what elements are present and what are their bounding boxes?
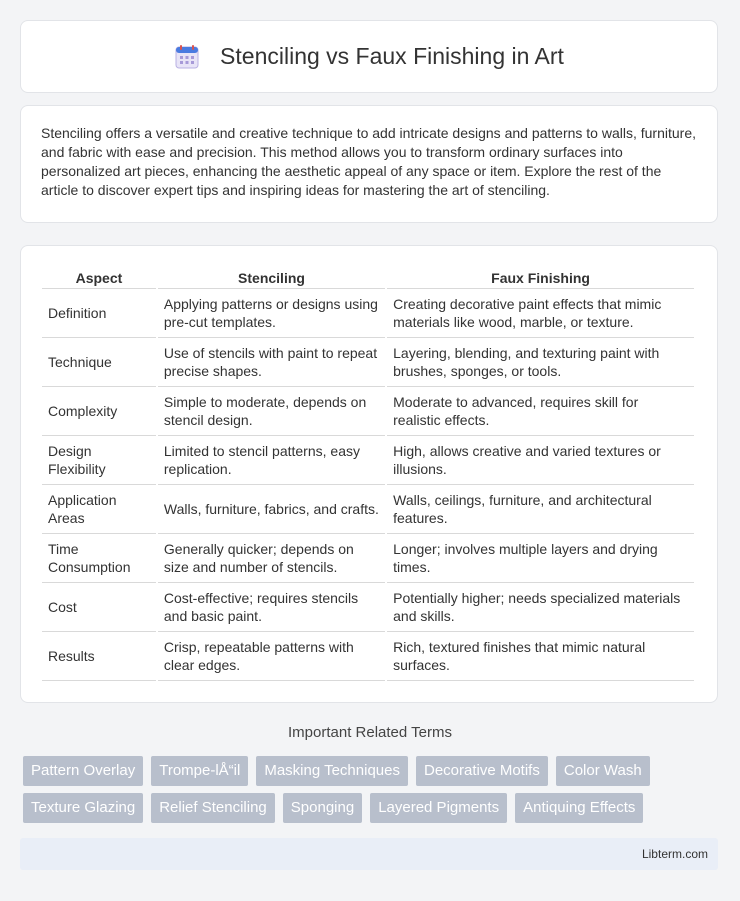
comparison-card <box>20 245 718 703</box>
table-header-row <box>42 264 694 289</box>
stenciling-cell: Applying patterns or designs using pre-cut templates. <box>158 289 385 338</box>
aspect-cell: Technique <box>42 338 156 387</box>
faux-finishing-cell: Potentially higher; needs specialized materials and skills. <box>387 583 694 632</box>
related-term-tag[interactable]: Antiquing Effects <box>515 793 643 823</box>
aspect-cell: Complexity <box>42 387 156 436</box>
intro-text: Stenciling offers a versatile and creative technique to add intricate designs and patterns to walls, furniture, and fabric with ease and precision. This method allows you to transform ordinary surfaces into personalized art pieces, enhancing the aesthetic appeal of any space or item. Explore the rest of the article to discover expert tips and inspiring ideas for mastering the art of stenciling. <box>41 125 697 198</box>
related-term-tag[interactable]: Relief Stenciling <box>151 793 275 823</box>
intro-card <box>20 105 718 223</box>
aspect-cell: Cost <box>42 583 156 632</box>
faux-finishing-cell: Layering, blending, and texturing paint with brushes, sponges, or tools. <box>387 338 694 387</box>
aspect-cell: Time Consumption <box>42 534 156 583</box>
related-term-tag[interactable]: Color Wash <box>556 756 650 786</box>
aspect-cell: Application Areas <box>42 485 156 534</box>
related-term-tag[interactable]: Masking Techniques <box>256 756 408 786</box>
table-row <box>42 534 694 583</box>
page-title: Stenciling vs Faux Finishing in Art <box>220 43 564 69</box>
faux-finishing-cell: High, allows creative and varied textures or illusions. <box>387 436 694 485</box>
related-term-tag[interactable]: Trompe-lÅ“il <box>151 756 248 786</box>
faux-finishing-cell: Walls, ceilings, furniture, and architectural features. <box>387 485 694 534</box>
table-row <box>42 436 694 485</box>
aspect-cell: Design Flexibility <box>42 436 156 485</box>
related-term-tag[interactable]: Layered Pigments <box>370 793 507 823</box>
aspect-cell: Results <box>42 632 156 681</box>
stenciling-cell: Cost-effective; requires stencils and basic paint. <box>158 583 385 632</box>
aspect-cell: Definition <box>42 289 156 338</box>
column-header: Aspect <box>42 264 156 289</box>
calendar-icon <box>174 44 200 70</box>
footer <box>20 838 718 870</box>
table-row <box>42 583 694 632</box>
stenciling-cell: Generally quicker; depends on size and number of stencils. <box>158 534 385 583</box>
stenciling-cell: Walls, furniture, fabrics, and crafts. <box>158 485 385 534</box>
related-term-tag[interactable]: Sponging <box>283 793 362 823</box>
stenciling-cell: Crisp, repeatable patterns with clear edges. <box>158 632 385 681</box>
related-terms-title: Important Related Terms <box>288 724 452 741</box>
faux-finishing-cell: Rich, textured finishes that mimic natural surfaces. <box>387 632 694 681</box>
faux-finishing-cell: Creating decorative paint effects that mimic materials like wood, marble, or texture. <box>387 289 694 338</box>
faux-finishing-cell: Moderate to advanced, requires skill for realistic effects. <box>387 387 694 436</box>
header-card <box>20 20 718 93</box>
related-terms-list <box>23 756 723 823</box>
related-term-tag[interactable]: Pattern Overlay <box>23 756 143 786</box>
table-row <box>42 338 694 387</box>
table-row <box>42 387 694 436</box>
related-term-tag[interactable]: Texture Glazing <box>23 793 143 823</box>
stenciling-cell: Limited to stencil patterns, easy replication. <box>158 436 385 485</box>
table-row <box>42 289 694 338</box>
footer-site-link[interactable]: Libterm.com <box>641 847 708 861</box>
column-header: Faux Finishing <box>387 264 694 289</box>
stenciling-cell: Use of stencils with paint to repeat precise shapes. <box>158 338 385 387</box>
faux-finishing-cell: Longer; involves multiple layers and drying times. <box>387 534 694 583</box>
stenciling-cell: Simple to moderate, depends on stencil design. <box>158 387 385 436</box>
table-row <box>42 485 694 534</box>
table-row <box>42 632 694 681</box>
column-header: Stenciling <box>158 264 385 289</box>
related-term-tag[interactable]: Decorative Motifs <box>416 756 548 786</box>
comparison-table <box>40 264 696 681</box>
